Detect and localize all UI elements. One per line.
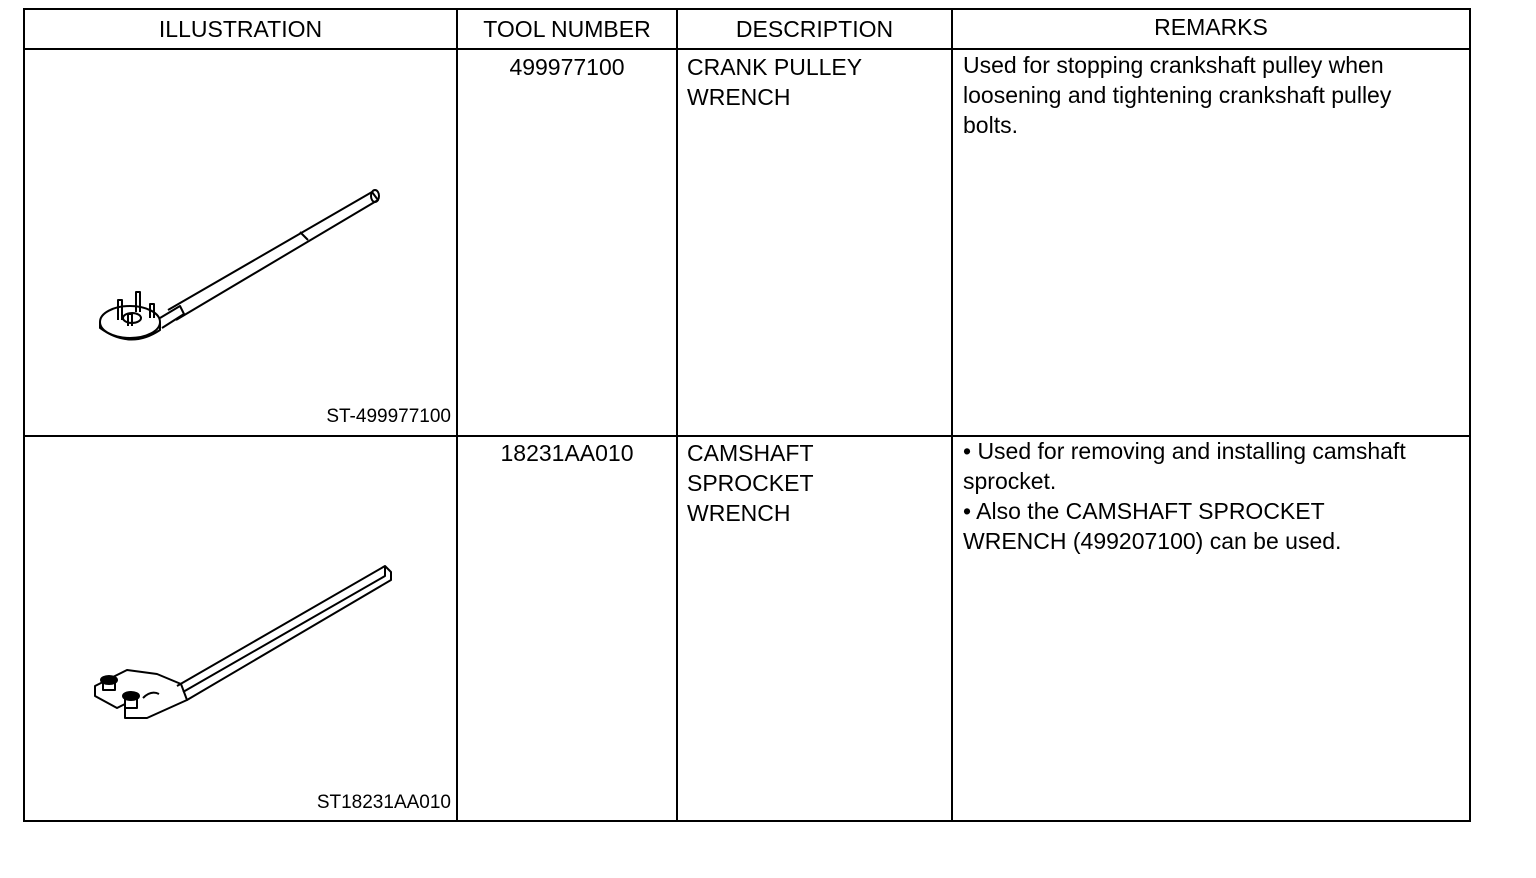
remarks-line: sprocket. xyxy=(963,468,1057,494)
special-tools-table xyxy=(23,8,1471,822)
description-line: WRENCH xyxy=(687,84,791,110)
tool-number: 499977100 xyxy=(509,54,625,80)
column-divider xyxy=(676,10,678,820)
crank-pulley-wrench-illustration xyxy=(100,180,400,350)
remarks-line: Used for stopping crankshaft pulley when xyxy=(963,52,1384,78)
column-divider xyxy=(456,10,458,820)
remarks-line: loosening and tightening crankshaft pulley xyxy=(963,82,1392,108)
remarks-line: • Used for removing and installing camshaft xyxy=(963,438,1406,464)
description-line: CRANK PULLEY xyxy=(687,54,863,80)
header-tool-number: TOOL NUMBER xyxy=(483,16,651,42)
illustration-caption: ST18231AA010 xyxy=(316,792,451,813)
remarks-line: • Also the CAMSHAFT SPROCKET xyxy=(963,498,1325,524)
header-description: DESCRIPTION xyxy=(735,16,894,42)
description xyxy=(687,438,947,528)
description xyxy=(687,52,947,112)
tool-number: 18231AA010 xyxy=(500,440,634,466)
remarks-line: WRENCH (499207100) can be used. xyxy=(963,528,1342,554)
remarks-line: bolts. xyxy=(963,112,1018,138)
description-line: CAMSHAFT xyxy=(687,440,814,466)
remarks xyxy=(963,50,1473,140)
column-divider xyxy=(951,10,953,820)
description-line: WRENCH xyxy=(687,500,791,526)
header-illustration: ILLUSTRATION xyxy=(158,16,323,42)
camshaft-sprocket-wrench-illustration xyxy=(87,558,407,728)
description-line: SPROCKET xyxy=(687,470,814,496)
header-remarks: REMARKS xyxy=(1154,14,1268,40)
remarks xyxy=(963,436,1473,556)
illustration-caption: ST-499977100 xyxy=(326,406,451,427)
